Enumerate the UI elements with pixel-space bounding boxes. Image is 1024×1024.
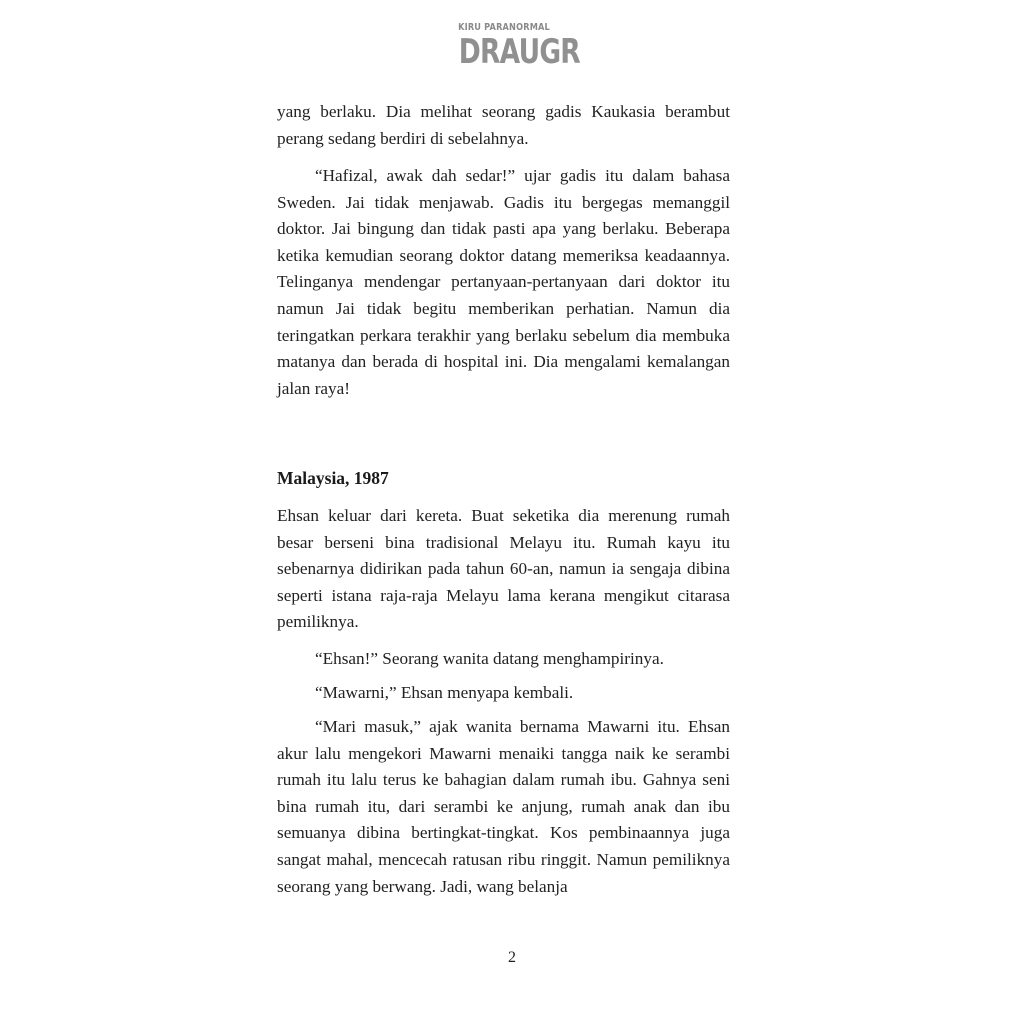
paragraph-dialogue xyxy=(277,714,730,900)
book-logo xyxy=(446,22,580,72)
paragraph: “Ehsan!” Seorang wanita datang menghampirinya. xyxy=(315,649,664,668)
paragraph-dialogue xyxy=(277,163,730,402)
paragraph-dialogue xyxy=(277,646,730,673)
paragraph-dialogue xyxy=(277,680,730,707)
book-title: DRAUGR xyxy=(458,32,580,72)
section-heading: Malaysia, 1987 xyxy=(277,468,389,488)
paragraph: yang berlaku. Dia melihat seorang gadis Kaukasia berambut perang sedang berdiri di sebelahnya. xyxy=(277,102,730,148)
paragraph: “Mari masuk,” ajak wanita bernama Mawarni itu. Ehsan akur lalu mengekori Mawarni menaiki tangga naik ke serambi rumah itu lalu terus ke bahagian dalam rumah ibu. Gahnya seni bina rumah itu, dari serambi ke anjung, rumah anak dan ibu semuanya dibina bertingkat-tingkat. Kos pembinaannya juga sangat mahal, mencecah ratusan ribu ringgit. Namun pemiliknya seorang yang berwang. Jadi, wang belanja xyxy=(277,717,730,896)
page-number: 2 xyxy=(508,949,516,966)
paragraph: Ehsan keluar dari kereta. Buat seketika dia merenung rumah besar berseni bina tradisional Melayu itu. Rumah kayu itu sebenarnya didirikan pada tahun 60-an, namun ia sengaja dibina seperti istana raja-raja Melayu lama kerana mengikut citarasa pemiliknya. xyxy=(277,506,730,632)
paragraph-section-start xyxy=(277,503,730,636)
paragraph-continued xyxy=(277,99,730,152)
series-name: KIRU PARANORMAL xyxy=(458,22,550,33)
paragraph: “Mawarni,” Ehsan menyapa kembali. xyxy=(315,683,574,702)
paragraph: “Hafizal, awak dah sedar!” ujar gadis itu dalam bahasa Sweden. Jai tidak menjawab. Gadis itu bergegas memanggil doktor. Jai bingung dan tidak pasti apa yang berlaku. Beberapa ketika kemudian seorang doktor datang memeriksa keadaannya. Telinganya mendengar pertanyaan-pertanyaan dari doktor itu namun Jai tidak begitu memberikan perhatian. Namun dia teringatkan perkara terakhir yang berlaku sebelum dia membuka matanya dan berada di hospital ini. Dia mengalami kemalangan jalan raya! xyxy=(277,166,730,398)
